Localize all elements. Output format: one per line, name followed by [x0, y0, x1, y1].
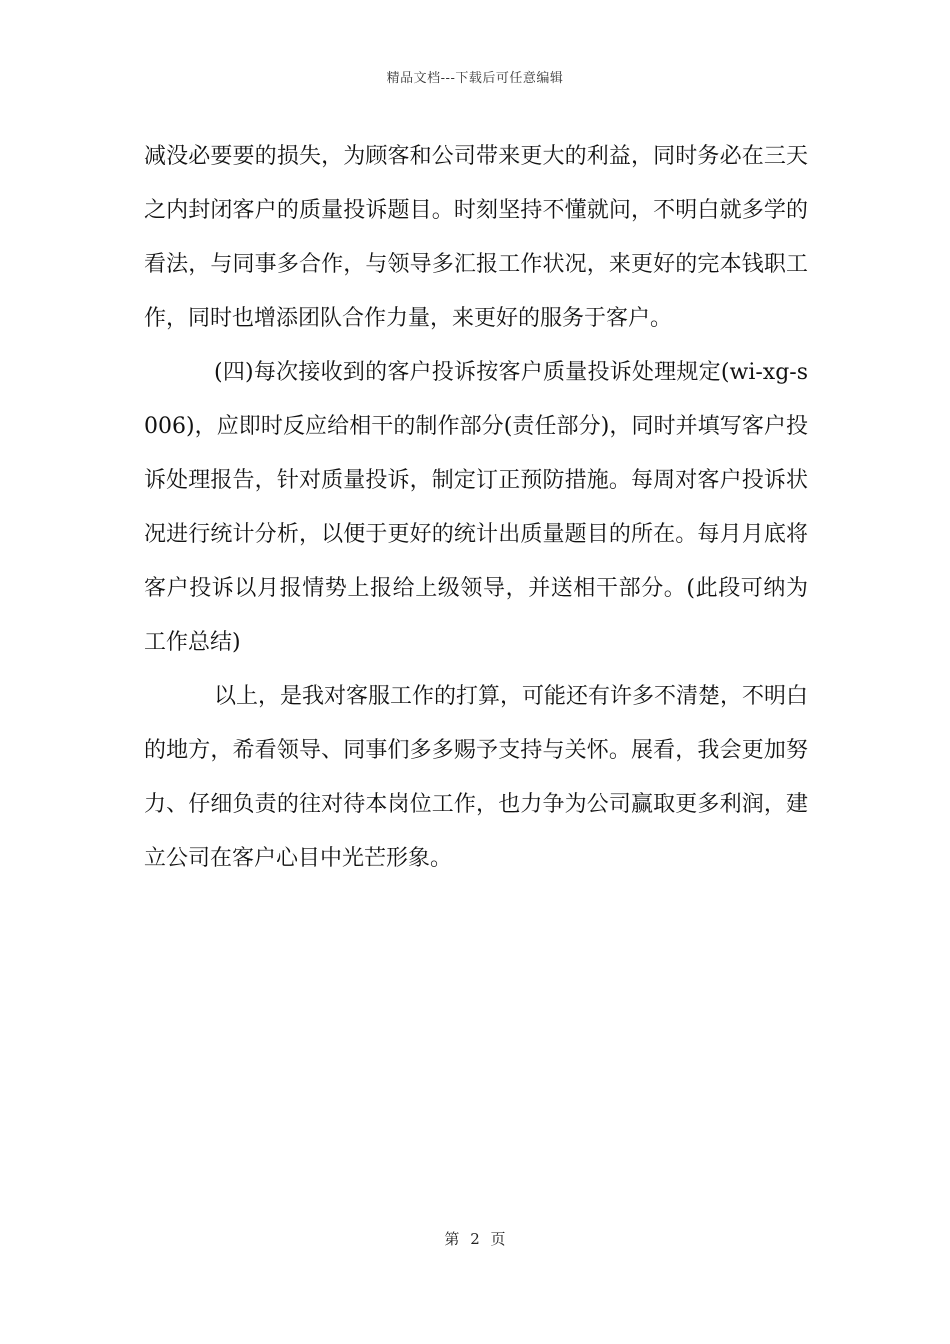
paragraph-conclusion: 以上，是我对客服工作的打算，可能还有许多不清楚，不明白的地方，希看领导、同事们多多赐予支持与关怀。展看，我会更加努力、仔细负责的往对待本岗位工作，也力争为公司赢取更多利润，建立公司在客户心目中光芒形象。: [144, 684, 809, 871]
page-number: 2: [470, 1230, 480, 1248]
paragraph-continuation: 减没必要要的损失，为顾客和公司带来更大的利益，同时务必在三天之内封闭客户的质量投诉题目。时刻坚持不懂就问，不明白就多学的看法，与同事多合作，与领导多汇报工作状况，来更好的完本钱职工作，同时也增添团队合作力量，来更好的服务于客户。: [144, 144, 808, 331]
footer-suffix: 页: [490, 1230, 506, 1248]
page-header: 精品文档---下载后可任意编辑: [386, 71, 564, 86]
document-body: [144, 130, 808, 886]
footer-prefix: 第: [444, 1230, 460, 1248]
page-footer: [0, 1228, 950, 1249]
paragraph-complaint-handling: (四)每次接收到的客户投诉按客户质量投诉处理规定(wi-xg-s006)，应即时反应给相干的制作部分(责任部分)，同时并填写客户投诉处理报告，针对质量投诉，制定订正预防措施。每周对客户投诉状况进行统计分析，以便于更好的统计出质量题目的所在。每月月底将客户投诉以月报情势上报给上级领导，并送相干部分。(此段可纳为工作总结): [144, 360, 808, 655]
